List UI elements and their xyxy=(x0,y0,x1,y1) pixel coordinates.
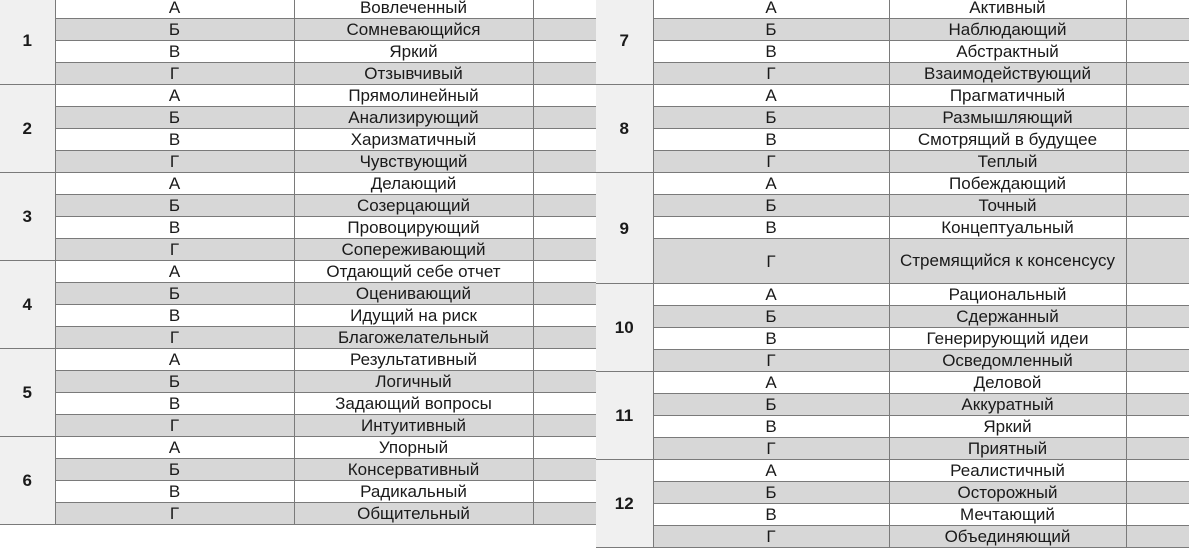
table-row xyxy=(596,284,1189,306)
option-word: Консервативный xyxy=(294,459,533,481)
score-cell[interactable] xyxy=(1126,482,1189,504)
table-row xyxy=(0,129,596,151)
option-word: Созерцающий xyxy=(294,195,533,217)
option-word: Яркий xyxy=(294,41,533,63)
option-word: Сопереживающий xyxy=(294,239,533,261)
option-letter: Г xyxy=(653,151,889,173)
option-letter: В xyxy=(55,129,294,151)
table-row xyxy=(0,349,596,371)
option-word: Теплый xyxy=(889,151,1126,173)
score-cell[interactable] xyxy=(533,481,596,503)
score-cell[interactable] xyxy=(1126,217,1189,239)
score-cell[interactable] xyxy=(1126,328,1189,350)
table-row xyxy=(596,151,1189,173)
option-letter: А xyxy=(55,437,294,459)
score-cell[interactable] xyxy=(1126,107,1189,129)
score-cell[interactable] xyxy=(1126,63,1189,85)
option-letter: В xyxy=(55,305,294,327)
score-cell[interactable] xyxy=(533,437,596,459)
option-letter: А xyxy=(653,372,889,394)
option-letter: А xyxy=(653,0,889,19)
option-letter: Б xyxy=(653,195,889,217)
group-number: 12 xyxy=(596,460,653,548)
table-row xyxy=(0,283,596,305)
option-word: Задающий вопросы xyxy=(294,393,533,415)
option-word: Деловой xyxy=(889,372,1126,394)
option-letter: Г xyxy=(55,239,294,261)
table-row xyxy=(596,107,1189,129)
option-word: Результативный xyxy=(294,349,533,371)
option-letter: Б xyxy=(653,306,889,328)
group-number: 9 xyxy=(596,173,653,284)
left-table xyxy=(0,0,596,525)
score-cell[interactable] xyxy=(533,239,596,261)
table-row xyxy=(0,85,596,107)
table-row xyxy=(0,327,596,349)
option-word: Анализирующий xyxy=(294,107,533,129)
table-row xyxy=(0,217,596,239)
score-cell[interactable] xyxy=(533,415,596,437)
score-cell[interactable] xyxy=(533,327,596,349)
table-row xyxy=(596,416,1189,438)
option-letter: Г xyxy=(55,151,294,173)
table-row xyxy=(596,460,1189,482)
score-cell[interactable] xyxy=(1126,85,1189,107)
score-cell[interactable] xyxy=(533,283,596,305)
option-letter: А xyxy=(55,0,294,19)
option-word: Концептуальный xyxy=(889,217,1126,239)
table-row xyxy=(0,0,596,19)
option-letter: В xyxy=(653,217,889,239)
option-word: Взаимодействующий xyxy=(889,63,1126,85)
option-letter: Г xyxy=(55,415,294,437)
score-cell[interactable] xyxy=(1126,239,1189,284)
option-letter: Г xyxy=(55,503,294,525)
score-cell[interactable] xyxy=(533,217,596,239)
option-letter: Г xyxy=(653,438,889,460)
score-cell[interactable] xyxy=(533,151,596,173)
option-word: Приятный xyxy=(889,438,1126,460)
table-row xyxy=(596,306,1189,328)
option-letter: А xyxy=(55,261,294,283)
option-letter: В xyxy=(653,129,889,151)
table-row xyxy=(596,438,1189,460)
option-word: Делающий xyxy=(294,173,533,195)
option-word: Размышляющий xyxy=(889,107,1126,129)
option-word: Осторожный xyxy=(889,482,1126,504)
score-cell[interactable] xyxy=(533,129,596,151)
option-word: Генерирующий идеи xyxy=(889,328,1126,350)
option-word: Радикальный xyxy=(294,481,533,503)
score-cell[interactable] xyxy=(533,305,596,327)
option-letter: Б xyxy=(653,19,889,41)
option-letter: Г xyxy=(653,350,889,372)
option-word: Рациональный xyxy=(889,284,1126,306)
score-cell[interactable] xyxy=(1126,284,1189,306)
right-table xyxy=(596,0,1189,548)
score-cell[interactable] xyxy=(1126,438,1189,460)
score-cell[interactable] xyxy=(1126,460,1189,482)
option-letter: В xyxy=(653,41,889,63)
option-word: Вовлеченный xyxy=(294,0,533,19)
option-word: Реалистичный xyxy=(889,460,1126,482)
score-cell[interactable] xyxy=(1126,306,1189,328)
score-cell[interactable] xyxy=(1126,129,1189,151)
table-row xyxy=(596,85,1189,107)
table-row xyxy=(596,195,1189,217)
table-row xyxy=(0,151,596,173)
option-word: Наблюдающий xyxy=(889,19,1126,41)
group-number: 2 xyxy=(0,85,55,173)
option-word: Побеждающий xyxy=(889,173,1126,195)
option-letter: Г xyxy=(55,63,294,85)
option-word: Благожелательный xyxy=(294,327,533,349)
option-letter: В xyxy=(55,393,294,415)
option-word: Логичный xyxy=(294,371,533,393)
table-row xyxy=(596,328,1189,350)
score-cell[interactable] xyxy=(533,0,596,19)
table-row xyxy=(0,195,596,217)
table-row xyxy=(0,459,596,481)
group-number: 6 xyxy=(0,437,55,525)
option-word: Провоцирующий xyxy=(294,217,533,239)
score-cell[interactable] xyxy=(1126,416,1189,438)
option-word: Стремящийся к консенсусу xyxy=(889,239,1126,284)
option-letter: Б xyxy=(55,195,294,217)
table-row xyxy=(0,63,596,85)
table-row xyxy=(0,503,596,525)
option-word: Объединяющий xyxy=(889,526,1126,548)
group-number: 8 xyxy=(596,85,653,173)
option-word: Чувствующий xyxy=(294,151,533,173)
option-word: Оценивающий xyxy=(294,283,533,305)
score-cell[interactable] xyxy=(1126,526,1189,548)
table-row xyxy=(596,129,1189,151)
option-letter: В xyxy=(55,217,294,239)
score-cell[interactable] xyxy=(1126,151,1189,173)
option-letter: В xyxy=(55,41,294,63)
table-row xyxy=(0,239,596,261)
group-number: 7 xyxy=(596,0,653,85)
table-row xyxy=(0,19,596,41)
table-row xyxy=(0,107,596,129)
option-letter: Г xyxy=(653,63,889,85)
table-row xyxy=(0,261,596,283)
option-letter: А xyxy=(653,284,889,306)
group-number: 1 xyxy=(0,0,55,85)
table-row xyxy=(0,173,596,195)
score-cell[interactable] xyxy=(1126,173,1189,195)
option-word: Сдержанный xyxy=(889,306,1126,328)
table-row xyxy=(596,0,1189,19)
score-cell[interactable] xyxy=(533,459,596,481)
option-letter: Г xyxy=(653,526,889,548)
table-row xyxy=(0,41,596,63)
option-word: Абстрактный xyxy=(889,41,1126,63)
option-letter: В xyxy=(55,481,294,503)
option-word: Отдающий себе отчет xyxy=(294,261,533,283)
option-letter: А xyxy=(653,85,889,107)
score-cell[interactable] xyxy=(533,261,596,283)
table-row xyxy=(596,482,1189,504)
option-word: Осведомленный xyxy=(889,350,1126,372)
option-word: Упорный xyxy=(294,437,533,459)
score-cell[interactable] xyxy=(533,503,596,525)
score-cell[interactable] xyxy=(1126,195,1189,217)
table-row xyxy=(0,371,596,393)
score-cell[interactable] xyxy=(1126,394,1189,416)
table-row xyxy=(0,437,596,459)
option-word: Сомневающийся xyxy=(294,19,533,41)
option-letter: Б xyxy=(653,107,889,129)
table-row xyxy=(596,526,1189,548)
group-number: 11 xyxy=(596,372,653,460)
option-word: Мечтающий xyxy=(889,504,1126,526)
table-row xyxy=(0,415,596,437)
table-row xyxy=(0,393,596,415)
option-word: Харизматичный xyxy=(294,129,533,151)
score-cell[interactable] xyxy=(1126,19,1189,41)
table-row xyxy=(596,19,1189,41)
option-word: Общительный xyxy=(294,503,533,525)
option-letter: В xyxy=(653,504,889,526)
score-cell[interactable] xyxy=(533,107,596,129)
score-cell[interactable] xyxy=(533,371,596,393)
score-cell[interactable] xyxy=(1126,350,1189,372)
score-cell[interactable] xyxy=(533,393,596,415)
table-row xyxy=(596,217,1189,239)
option-word: Прагматичный xyxy=(889,85,1126,107)
score-cell[interactable] xyxy=(1126,0,1189,19)
option-word: Яркий xyxy=(889,416,1126,438)
option-word: Активный xyxy=(889,0,1126,19)
score-cell[interactable] xyxy=(1126,41,1189,63)
group-number: 3 xyxy=(0,173,55,261)
score-cell[interactable] xyxy=(533,41,596,63)
table-row xyxy=(596,173,1189,195)
option-letter: В xyxy=(653,416,889,438)
option-letter: Б xyxy=(55,371,294,393)
table-row xyxy=(596,350,1189,372)
table-row xyxy=(596,239,1189,284)
table-row xyxy=(596,504,1189,526)
option-letter: А xyxy=(55,173,294,195)
option-word: Смотрящий в будущее xyxy=(889,129,1126,151)
table-row xyxy=(596,372,1189,394)
option-letter: Б xyxy=(55,19,294,41)
score-cell[interactable] xyxy=(1126,372,1189,394)
table-row xyxy=(596,63,1189,85)
score-cell[interactable] xyxy=(1126,504,1189,526)
score-cell[interactable] xyxy=(533,19,596,41)
option-letter: Б xyxy=(55,459,294,481)
option-letter: Б xyxy=(653,482,889,504)
option-letter: А xyxy=(653,173,889,195)
option-letter: А xyxy=(653,460,889,482)
option-letter: А xyxy=(55,349,294,371)
score-cell[interactable] xyxy=(533,85,596,107)
table-row xyxy=(0,481,596,503)
option-word: Отзывчивый xyxy=(294,63,533,85)
group-number: 5 xyxy=(0,349,55,437)
option-letter: Б xyxy=(653,394,889,416)
option-letter: Б xyxy=(55,107,294,129)
option-letter: Б xyxy=(55,283,294,305)
option-word: Идущий на риск xyxy=(294,305,533,327)
score-cell[interactable] xyxy=(533,173,596,195)
table-row xyxy=(596,41,1189,63)
group-number: 4 xyxy=(0,261,55,349)
option-letter: В xyxy=(653,328,889,350)
score-cell[interactable] xyxy=(533,63,596,85)
table-row xyxy=(0,305,596,327)
group-number: 10 xyxy=(596,284,653,372)
option-word: Точный xyxy=(889,195,1126,217)
option-letter: А xyxy=(55,85,294,107)
score-cell[interactable] xyxy=(533,195,596,217)
option-letter: Г xyxy=(55,327,294,349)
option-word: Прямолинейный xyxy=(294,85,533,107)
option-letter: Г xyxy=(653,239,889,284)
option-word: Интуитивный xyxy=(294,415,533,437)
score-cell[interactable] xyxy=(533,349,596,371)
table-row xyxy=(596,394,1189,416)
option-word: Аккуратный xyxy=(889,394,1126,416)
